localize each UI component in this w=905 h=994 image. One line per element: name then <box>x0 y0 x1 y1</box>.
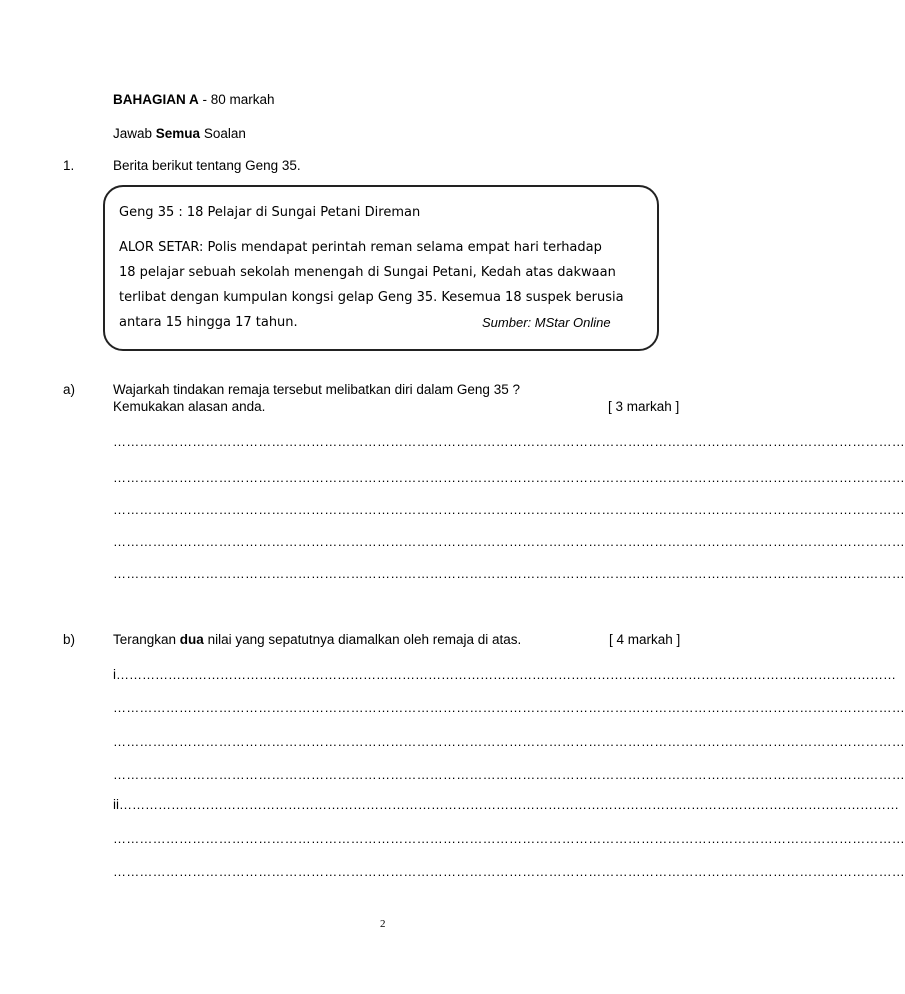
question-text: Berita berikut tentang Geng 35. <box>113 158 301 173</box>
section-separator: - <box>198 92 211 107</box>
answer-line: ……………………………………………………………………………………………………………………………………………………………… <box>113 502 905 517</box>
part-b-label: b) <box>63 632 76 647</box>
instruction-bold: Semua <box>155 126 201 141</box>
answer-line: ……………………………………………………………………………………………………………………………………………………………… <box>113 566 905 581</box>
page-number: 2 <box>380 918 386 930</box>
news-line-1: ALOR SETAR: Polis mendapat perintah reman selama empat hari terhadap <box>119 240 602 255</box>
section-marks: 80 markah <box>210 92 275 107</box>
item-i-label: i <box>113 667 116 682</box>
item-ii-label: ii <box>113 797 119 812</box>
section-heading <box>113 92 275 107</box>
news-line-2: 18 pelajar sebuah sekolah menengah di Sungai Petani, Kedah atas dakwaan <box>119 265 616 280</box>
instruction-pre: Jawab <box>113 126 156 141</box>
answer-line: ……………………………………………………………………………………………………………………………………………………………… <box>113 864 905 879</box>
news-line-3: terlibat dengan kumpulan kongsi gelap Geng 35. Kesemua 18 suspek berusia <box>119 290 624 305</box>
news-source: Sumber: MStar Online <box>482 315 611 330</box>
part-b-marks: [ 4 markah ] <box>609 632 681 647</box>
part-b-text-bold: dua <box>179 632 204 647</box>
answer-line: ……………………………………………………………………………………………………………………………………………………………… <box>113 734 905 749</box>
answer-line: ……………………………………………………………………………………………………………………………………………………………… <box>119 797 899 812</box>
answer-line: ……………………………………………………………………………………………………………………………………………………………… <box>113 700 905 715</box>
answer-line: ……………………………………………………………………………………………………………………………………………………………… <box>113 434 905 449</box>
answer-line: ……………………………………………………………………………………………………………………………………………………………… <box>113 767 905 782</box>
instruction-post: Soalan <box>200 126 246 141</box>
part-b-text-post: nilai yang sepatutnya diamalkan oleh remaja di atas. <box>203 632 522 647</box>
instruction <box>113 126 246 141</box>
part-a-question-line-2: Kemukakan alasan anda. <box>113 399 266 414</box>
part-a-question-line-1: Wajarkah tindakan remaja tersebut melibatkan diri dalam Geng 35 ? <box>113 382 520 397</box>
answer-line: ……………………………………………………………………………………………………………………………………………………………… <box>116 667 896 682</box>
news-line-4: antara 15 hingga 17 tahun. <box>119 315 298 330</box>
answer-line: ……………………………………………………………………………………………………………………………………………………………… <box>113 470 905 485</box>
answer-line: ……………………………………………………………………………………………………………………………………………………………… <box>113 534 905 549</box>
part-a-marks: [ 3 markah ] <box>608 399 680 414</box>
news-headline: Geng 35 : 18 Pelajar di Sungai Petani Direman <box>119 205 421 220</box>
question-number: 1. <box>63 158 75 173</box>
part-a-label: a) <box>63 382 76 397</box>
answer-item-ii <box>113 797 899 812</box>
part-b-text-pre: Terangkan <box>113 632 180 647</box>
answer-line: ……………………………………………………………………………………………………………………………………………………………… <box>113 831 905 846</box>
answer-item-i <box>113 667 896 682</box>
section-title: BAHAGIAN A <box>113 92 199 107</box>
part-b-question <box>113 632 521 647</box>
